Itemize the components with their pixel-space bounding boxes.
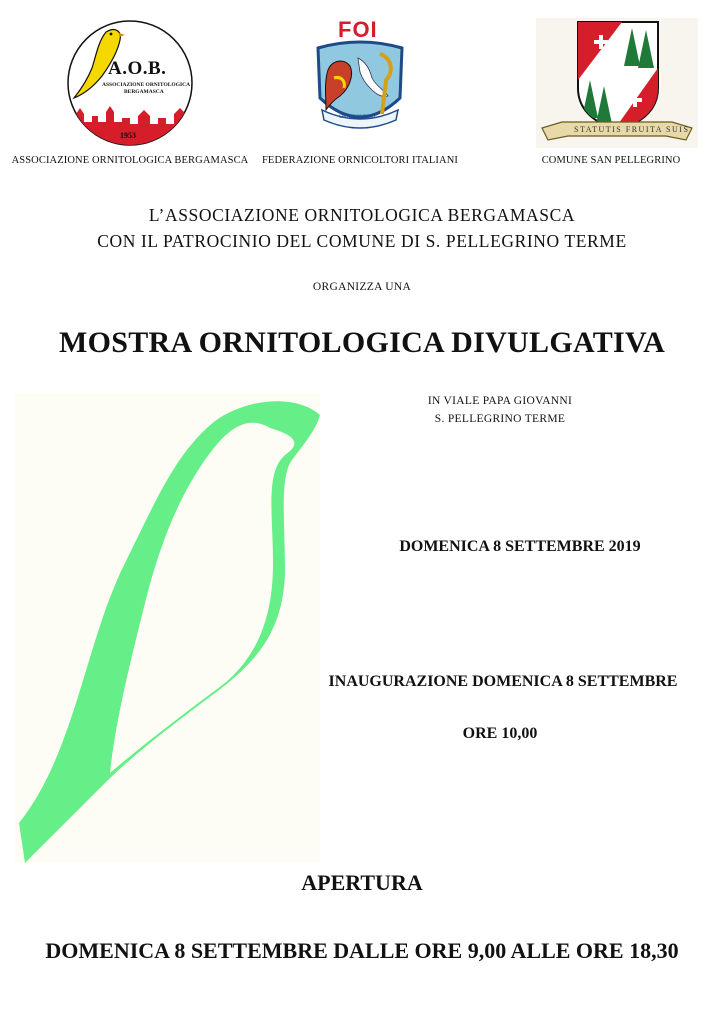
foi-scroll-text: ORNICOLTORI — [339, 114, 376, 120]
bird-silhouette-panel — [15, 393, 320, 863]
aob-logo — [62, 18, 198, 148]
location-line-2: S. PELLEGRINO TERME — [434, 413, 566, 425]
foi-caption: FEDERAZIONE ORNICOLTORI ITALIANI — [261, 155, 458, 166]
organizza-label: ORGANIZZA UNA — [312, 281, 412, 293]
intro-line-1: L’ASSOCIAZIONE ORNITOLOGICA BERGAMASCA — [148, 205, 576, 225]
comune-caption: COMUNE SAN PELLEGRINO — [541, 155, 681, 166]
event-date: DOMENICA 8 SETTEMBRE 2019 — [399, 538, 641, 555]
aob-caption: ASSOCIAZIONE ORNITOLOGICA BERGAMASCA — [11, 155, 249, 166]
bird-outline-icon — [19, 401, 320, 863]
page-title: MOSTRA ORNITOLOGICA DIVULGATIVA — [58, 326, 666, 359]
aob-year: 1953 — [120, 131, 136, 140]
aob-initials: A.O.B. — [108, 58, 167, 79]
aob-ring-text-2: BERGAMASCA — [124, 89, 164, 95]
foi-initials: FOI — [338, 17, 378, 42]
opening-hours: DOMENICA 8 SETTEMBRE DALLE ORE 9,00 ALLE ORE 18,30 — [45, 938, 679, 963]
aob-ring-text-1: ASSOCIAZIONE ORNITOLOGICA — [102, 82, 191, 88]
intro-line-2: CON IL PATROCINIO DEL COMUNE DI S. PELLEGRINO TERME — [97, 231, 627, 251]
opening-label: APERTURA — [301, 870, 423, 895]
comune-crest — [536, 18, 698, 148]
inauguration-time: ORE 10,00 — [462, 725, 538, 742]
location-line-1: IN VIALE PAPA GIOVANNI — [427, 395, 573, 407]
comune-motto: STATUTIS FRUITA SUIS — [574, 125, 690, 134]
inauguration-label: INAUGURAZIONE DOMENICA 8 SETTEMBRE — [328, 673, 678, 690]
foi-logo — [300, 18, 420, 138]
